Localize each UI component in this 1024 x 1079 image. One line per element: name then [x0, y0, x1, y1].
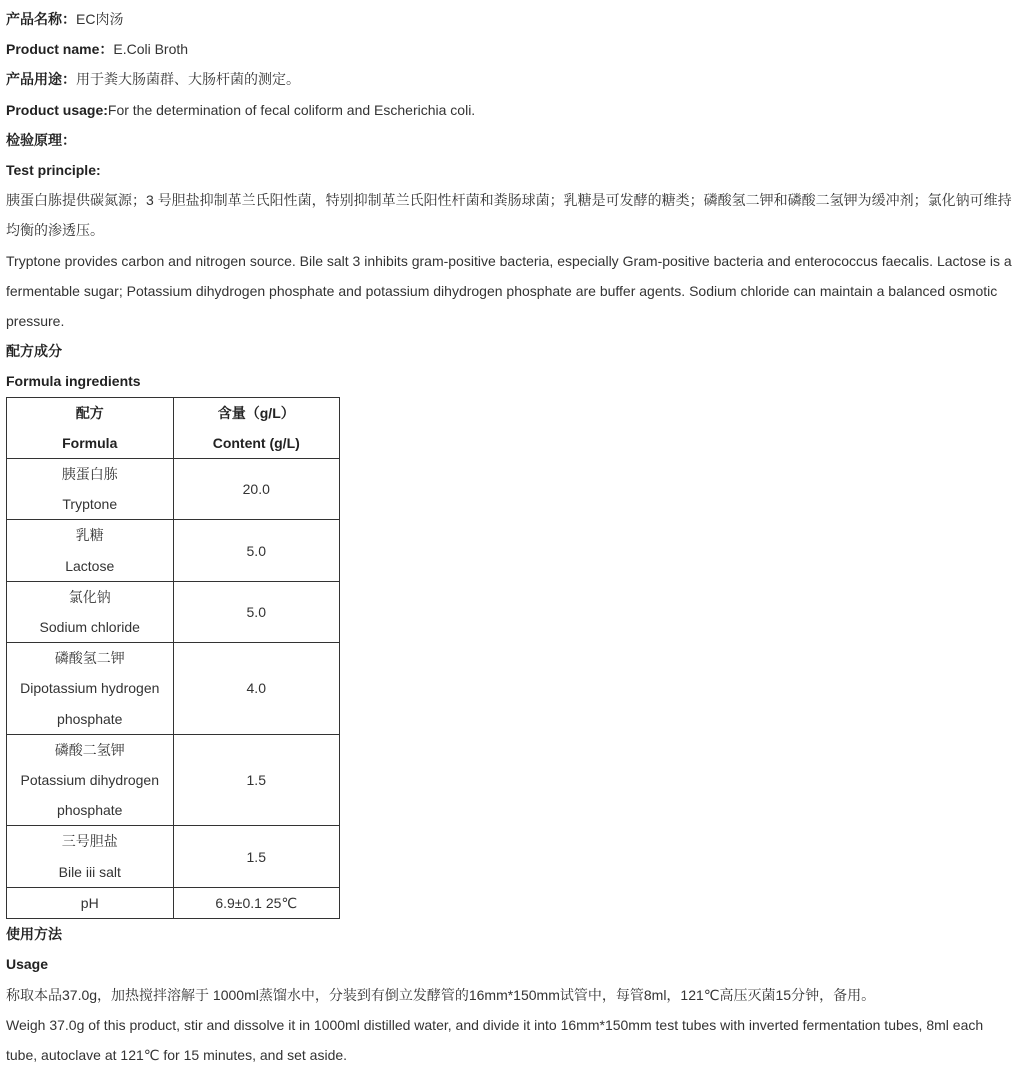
- ingredient-name-en: Bile iii salt: [58, 863, 121, 880]
- ingredient-content-cell: [173, 887, 340, 918]
- ingredient-name-cn: 氯化钠: [68, 588, 111, 605]
- ingredient-content-cell: [173, 643, 340, 735]
- table-row: [7, 887, 340, 918]
- product-name-cn: [6, 4, 1018, 34]
- ingredient-content-cell: [173, 826, 340, 887]
- product-usage-cn-value: 用于粪大肠菌群、大肠杆菌的测定。: [76, 71, 300, 88]
- ingredient-content-value: 1.5: [246, 848, 266, 865]
- usage-heading-cn: 使用方法: [6, 926, 62, 943]
- ingredient-name-en: Sodium chloride: [39, 619, 140, 636]
- formula-heading-en: Formula ingredients: [6, 373, 141, 390]
- product-name-cn-label: 产品名称：: [6, 11, 76, 27]
- ingredient-content-value: 1.5: [246, 772, 266, 789]
- ingredient-content-value: 4.0: [246, 680, 266, 697]
- usage-heading-en: Usage: [6, 956, 49, 973]
- test-principle-heading-en: Test principle:: [6, 162, 101, 179]
- ingredient-content-cell: [173, 581, 340, 642]
- ingredient-name-cell: [7, 643, 174, 735]
- table-row: [7, 643, 340, 735]
- usage-text-cn: 称取本品37.0g，加热搅拌溶解于 1000ml蒸馏水中，分装到有倒立发酵管的16mm*150mm试管中，每管8ml，121℃高压灭菌15分钟，备用。: [6, 986, 876, 1003]
- ingredient-content-value: 20.0: [242, 481, 270, 498]
- test-principle-text-cn: 胰蛋白胨提供碳氮源；3 号胆盐抑制革兰氏阳性菌，特别抑制革兰氏阳性杆菌和粪肠球菌；乳糖是可发酵的糖类；磷酸氢二钾和磷酸二氢钾为缓冲剂；氯化钠可维持均衡的渗透压。: [6, 192, 1012, 239]
- ingredient-content-value: 5.0: [246, 603, 266, 620]
- ingredient-content-value: 5.0: [246, 542, 266, 559]
- ingredient-content-value: 6.9±0.1 25℃: [215, 894, 298, 911]
- table-row: [7, 520, 340, 581]
- product-name-en: [6, 34, 1018, 64]
- product-usage-cn: [6, 64, 1018, 94]
- formula-header-cell: [7, 397, 174, 458]
- ingredient-name-cell: [7, 581, 174, 642]
- product-name-en-value: E.Coli Broth: [113, 41, 189, 58]
- formula-heading-cn: 配方成分: [6, 343, 62, 360]
- product-usage-en-value: For the determination of fecal coliform and Escherichia coli.: [107, 101, 476, 118]
- formula-table-header: [7, 397, 340, 458]
- product-name-cn-value: EC肉汤: [76, 11, 124, 27]
- ingredient-name-cell: [7, 826, 174, 887]
- test-principle-text-en: Tryptone provides carbon and nitrogen source. Bile salt 3 inhibits gram-positive bacteria, especially Gram-positive bacteria and enterococcus faecalis. Lactose is a fermentable sugar; Potassium dihydrogen phosphate and potassium dihydrogen phosphate are buffer agents. Sodium chloride can maintain a balanced osmotic pressure.: [6, 252, 1012, 330]
- ingredient-name-en: Lactose: [65, 557, 115, 574]
- table-row: [7, 826, 340, 887]
- table-row: [7, 459, 340, 520]
- ingredient-name-cn: 胰蛋白胨: [61, 466, 118, 483]
- product-usage-cn-label: 产品用途：: [6, 71, 76, 88]
- ingredient-name-cell: [7, 887, 174, 918]
- ingredient-name-en: Dipotassium hydrogen phosphate: [20, 680, 160, 727]
- formula-header-cn: 配方: [75, 404, 104, 421]
- table-row: [7, 734, 340, 826]
- ingredient-name-en: Potassium dihydrogen phosphate: [20, 772, 160, 819]
- test-principle-heading-cn: 检验原理：: [6, 131, 76, 148]
- formula-header-en: Formula: [62, 434, 118, 451]
- ingredient-name-cn: 磷酸氢二钾: [54, 650, 125, 667]
- ingredient-content-cell: [173, 734, 340, 826]
- ingredient-name-cell: [7, 459, 174, 520]
- ingredient-name-cn: 磷酸二氢钾: [54, 741, 125, 758]
- product-usage-en: [6, 95, 1018, 125]
- ingredient-content-cell: [173, 459, 340, 520]
- content-header-cell: [173, 397, 340, 458]
- usage-text-en: Weigh 37.0g of this product, stir and dissolve it in 1000ml distilled water, and divide it into 16mm*150mm test tubes with inverted fermentation tubes, 8ml each tube, autoclave at 121℃ for 15 minutes, and set aside.: [6, 1016, 984, 1063]
- ingredient-name-cell: [7, 734, 174, 826]
- ingredient-name-en: pH: [80, 894, 99, 911]
- formula-table: [6, 397, 340, 919]
- ingredient-name-en: Tryptone: [62, 496, 118, 513]
- ingredient-name-cn: 乳糖: [75, 527, 104, 544]
- table-row: [7, 581, 340, 642]
- content-header-en: Content (g/L): [212, 434, 300, 451]
- ingredient-name-cn: 三号胆盐: [61, 833, 118, 850]
- product-name-en-label: Product name：: [6, 41, 114, 58]
- product-usage-en-label: Product usage:: [6, 101, 108, 118]
- ingredient-content-cell: [173, 520, 340, 581]
- ingredient-name-cell: [7, 520, 174, 581]
- content-header-cn: 含量（g/L）: [217, 404, 295, 421]
